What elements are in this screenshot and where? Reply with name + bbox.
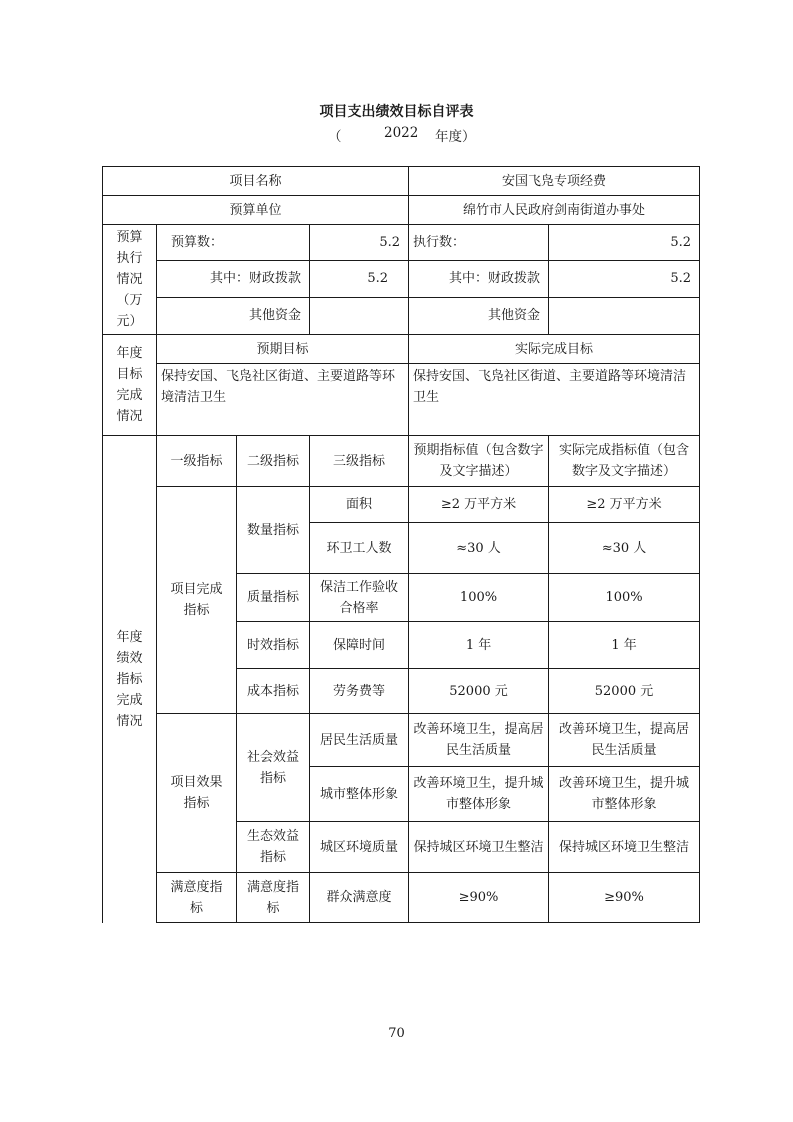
budget-amount-label: 预算数： [157, 225, 310, 261]
expected-cell: 1 年 [409, 622, 549, 669]
category-quality: 质量指标 [237, 574, 310, 622]
project-name-value: 安国飞凫专项经费 [409, 167, 700, 196]
expected-cell: 保持城区环境卫生整洁 [409, 822, 549, 873]
header-level3: 三级指标 [310, 436, 409, 487]
header-level1: 一级指标 [157, 436, 237, 487]
group-output: 项目完成指标 [157, 487, 237, 714]
expected-cell: ≥2 万平方米 [409, 487, 549, 523]
group-satisfaction: 满意度指标 [157, 873, 237, 923]
expected-goal-header: 预期目标 [157, 335, 409, 364]
budget-unit-label: 预算单位 [103, 196, 409, 225]
table-row [103, 714, 700, 767]
annual-goal-section-label: 年度目标完成情况 [103, 335, 157, 436]
header-expected: 预期指标值（包含数字及文字描述） [409, 436, 549, 487]
performance-header-row [103, 436, 700, 487]
indicator-cell: 保洁工作验收合格率 [310, 574, 409, 622]
actual-cell: 100% [549, 574, 700, 622]
actual-goal-text: 保持安国、飞凫社区街道、主要道路等环境清洁卫生 [409, 364, 700, 436]
project-name-label: 项目名称 [103, 167, 409, 196]
actual-cell: ≈30 人 [549, 523, 700, 574]
expected-cell: 改善环境卫生，提升城市整体形象 [409, 767, 549, 822]
form-title: 项目支出绩效目标自评表 [319, 104, 474, 120]
year-line [0, 125, 793, 145]
fiscal-allocation-row [103, 261, 700, 297]
year-suffix: 年度） [435, 129, 476, 145]
indicator-cell: 群众满意度 [310, 873, 409, 923]
table-row [103, 487, 700, 523]
indicator-cell: 环卫工人数 [310, 523, 409, 574]
budget-unit-value: 绵竹市人民政府剑南街道办事处 [409, 196, 700, 225]
actual-goal-header: 实际完成目标 [409, 335, 700, 364]
header-level2: 二级指标 [237, 436, 310, 487]
category-satisfaction: 满意度指标 [237, 873, 310, 923]
executed-amount-value: 5.2 [549, 225, 700, 261]
budget-amount-value: 5.2 [310, 225, 409, 261]
fiscal-budget-value: 5.2 [310, 261, 409, 297]
category-quantity: 数量指标 [237, 487, 310, 574]
expected-goal-text: 保持安国、飞凫社区街道、主要道路等环境清洁卫生 [157, 364, 409, 436]
expected-cell: 100% [409, 574, 549, 622]
fiscal-budget-label: 其中：财政拨款 [157, 261, 310, 297]
indicator-cell: 城市整体形象 [310, 767, 409, 822]
year-value: 2022 [384, 125, 419, 141]
other-funds-row [103, 297, 700, 334]
group-effect: 项目效果指标 [157, 714, 237, 873]
indicator-cell: 保障时间 [310, 622, 409, 669]
fiscal-exec-value: 5.2 [549, 261, 700, 297]
actual-cell: 保持城区环境卫生整洁 [549, 822, 700, 873]
project-name-row [103, 167, 700, 196]
expected-cell: 改善环境卫生，提高居民生活质量 [409, 714, 549, 767]
indicator-cell: 面积 [310, 487, 409, 523]
annual-goal-header-row [103, 335, 700, 364]
budget-unit-row [103, 196, 700, 225]
category-ecological: 生态效益指标 [237, 822, 310, 873]
expected-cell: ≈30 人 [409, 523, 549, 574]
actual-cell: 1 年 [549, 622, 700, 669]
category-timeliness: 时效指标 [237, 622, 310, 669]
annual-goal-text-row [103, 364, 700, 436]
fiscal-exec-label: 其中：财政拨款 [409, 261, 549, 297]
budget-row [103, 225, 700, 261]
indicator-cell: 劳务费等 [310, 669, 409, 714]
actual-cell: 改善环境卫生，提高居民生活质量 [549, 714, 700, 767]
other-exec-value [549, 297, 700, 334]
actual-cell: 改善环境卫生，提升城市整体形象 [549, 767, 700, 822]
executed-amount-label: 执行数： [409, 225, 549, 261]
budget-section-label: 预算执行情况（万元） [103, 225, 157, 335]
expected-cell: 52000 元 [409, 669, 549, 714]
page-number: 70 [388, 1026, 405, 1041]
self-evaluation-table [102, 166, 700, 923]
other-exec-label: 其他资金 [409, 297, 549, 334]
table-row [103, 873, 700, 923]
actual-cell: 52000 元 [549, 669, 700, 714]
performance-section-label: 年度绩效指标完成情况 [103, 436, 157, 923]
category-cost: 成本指标 [237, 669, 310, 714]
expected-cell: ≥90% [409, 873, 549, 923]
actual-cell: ≥2 万平方米 [549, 487, 700, 523]
indicator-cell: 城区环境质量 [310, 822, 409, 873]
year-open-paren: （ [328, 129, 342, 145]
actual-cell: ≥90% [549, 873, 700, 923]
category-social: 社会效益指标 [237, 714, 310, 822]
other-budget-label: 其他资金 [157, 297, 310, 334]
other-budget-value [310, 297, 409, 334]
header-actual: 实际完成指标值（包含数字及文字描述） [549, 436, 700, 487]
indicator-cell: 居民生活质量 [310, 714, 409, 767]
